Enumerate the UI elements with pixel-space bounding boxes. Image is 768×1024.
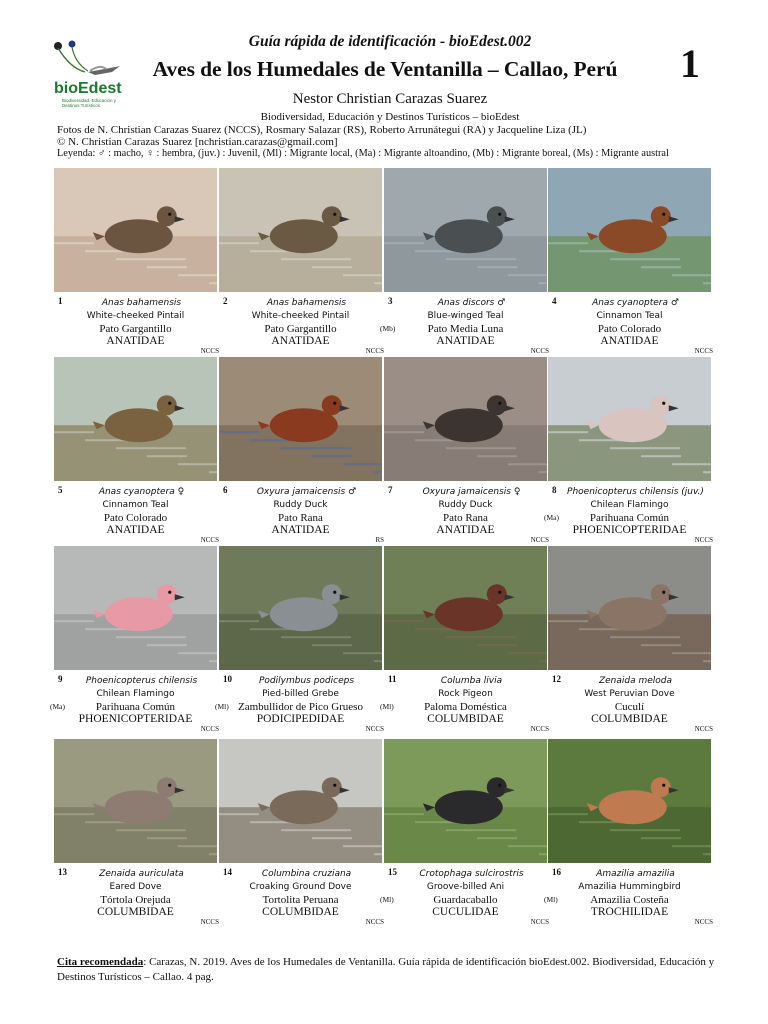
spanish-name: Zambullidor de Pico Grueso (238, 701, 363, 713)
scientific-name: Crotophaga sulcirostris (419, 869, 524, 879)
species-number: 3 (388, 296, 393, 306)
bird-photo (219, 357, 382, 481)
scientific-name: Amazilia amazilia (596, 869, 675, 879)
family-name: COLUMBIDAE (97, 906, 174, 918)
species-number: 6 (223, 485, 228, 495)
species-card (544, 357, 713, 545)
species-number: 8 (552, 485, 557, 495)
scientific-name: Phoenicopterus chilensis (juv.) (567, 487, 704, 497)
species-card (219, 739, 382, 927)
scientific-name: Zenaida meloda (598, 676, 673, 686)
bird-photo (384, 546, 547, 670)
photo-credit: NCCS (694, 536, 713, 544)
family-name: COLUMBIDAE (591, 713, 668, 725)
photo-credits: Fotos de N. Christian Carazas Suarez (NCCS), Rosmary Salazar (RS), Roberto Arrunátegui (RA) y Jacqueline Liza (JL) (57, 124, 587, 136)
photo-credit: NCCS (200, 536, 219, 544)
species-number: 7 (388, 485, 393, 495)
species-number: 11 (388, 674, 397, 684)
bird-photo (548, 168, 711, 292)
species-number: 13 (58, 867, 67, 877)
author: Nestor Christian Carazas Suarez (292, 91, 488, 107)
bird-photo (219, 739, 382, 863)
citation (57, 955, 717, 985)
scientific-name: Phoenicopterus chilensis (85, 676, 198, 686)
spanish-name: Pato Media Luna (427, 323, 504, 335)
english-name: Croaking Ground Dove (249, 882, 352, 892)
spanish-name: Cuculí (614, 701, 645, 713)
spanish-name: Tórtola Orejuda (100, 894, 171, 906)
photo-credit: NCCS (694, 347, 713, 355)
spanish-name: Amazilia Costeña (590, 894, 669, 906)
legend: Leyenda: ♂ : macho, ♀ : hembra, (juv.) : Juvenil, (Ml) : Migrante local, (Ma) : Migrante altoandino, (Mb) : Migrante boreal, (Ms) : Migrante austral (57, 148, 669, 159)
species-card (219, 357, 382, 545)
logo-name: bioEdest (54, 80, 122, 97)
scientific-name: Columba livia (440, 676, 503, 686)
photo-credit: NCCS (365, 918, 384, 926)
species-card (380, 168, 549, 356)
english-name: Cinnamon Teal (596, 311, 663, 321)
species-number: 10 (223, 674, 232, 684)
copyright: © N. Christian Carazas Suarez [nchristian.carazas@gmail.com] (57, 136, 338, 148)
spanish-name: Pato Rana (443, 512, 488, 524)
family-name: ANATIDAE (436, 335, 495, 347)
species-card (219, 168, 382, 356)
migratory-status: (Mb) (380, 324, 396, 333)
english-name: West Peruvian Dove (584, 689, 675, 699)
family-name: CUCULIDAE (432, 906, 499, 918)
migratory-status: (Ml) (380, 702, 394, 711)
bird-photo (548, 739, 711, 863)
species-number: 16 (552, 867, 561, 877)
species-card (50, 546, 219, 734)
species-number: 2 (223, 296, 228, 306)
migratory-status: (Ml) (380, 895, 394, 904)
english-name: Eared Dove (109, 882, 162, 892)
photo-credit: NCCS (365, 347, 384, 355)
species-card (54, 739, 217, 927)
migratory-status: (Ma) (544, 513, 559, 522)
species-card (54, 357, 217, 545)
bird-photo (384, 739, 547, 863)
family-name: ANATIDAE (600, 335, 659, 347)
page-title: Aves de los Humedales de Ventanilla – Callao, Perú (152, 57, 618, 81)
spanish-name: Paloma Doméstica (424, 701, 507, 713)
scientific-name: Podilymbus podiceps (258, 676, 355, 686)
logo-tagline: Biodiversidad, Educación y Destinos Turísticos (62, 98, 117, 108)
scientific-name: Anas bahamensis (266, 298, 347, 308)
family-name: ANATIDAE (436, 524, 495, 536)
citation-text: : Carazas, N. 2019. Aves de los Humedales de Ventanilla. Guía rápida de identificación bioEdest.002. Biodiversidad, Educación y Destinos Turísticos – Callao. 4 pag. (57, 956, 715, 983)
english-name: Ruddy Duck (438, 500, 493, 510)
spanish-name: Tortolita Peruana (262, 894, 339, 906)
species-card (548, 168, 711, 356)
species-number: 14 (223, 867, 232, 877)
spanish-name: Pato Gargantillo (264, 323, 337, 335)
english-name: Pied-billed Grebe (262, 689, 339, 699)
species-number: 15 (388, 867, 397, 877)
bird-photo (384, 357, 547, 481)
photo-credit: NCCS (530, 918, 549, 926)
spanish-name: Pato Rana (278, 512, 323, 524)
english-name: Ruddy Duck (273, 500, 328, 510)
family-name: TROCHILIDAE (590, 906, 669, 918)
bird-photo (219, 546, 382, 670)
bird-photo (384, 168, 547, 292)
scientific-name: Oxyura jamaicensis ♀ (422, 487, 521, 497)
spanish-name: Parihuana Común (589, 512, 670, 524)
migratory-status: (Ml) (215, 702, 229, 711)
spanish-name: Pato Gargantillo (99, 323, 172, 335)
english-name: White-cheeked Pintail (86, 311, 185, 321)
species-number: 5 (58, 485, 63, 495)
english-name: White-cheeked Pintail (251, 311, 350, 321)
photo-credit: NCCS (200, 725, 219, 733)
family-name: PODICIPEDIDAE (256, 713, 345, 725)
scientific-name: Anas bahamensis (101, 298, 182, 308)
family-name: ANATIDAE (106, 335, 165, 347)
species-card (544, 739, 713, 927)
family-name: ANATIDAE (271, 335, 330, 347)
bird-photo (54, 739, 217, 863)
scientific-name: Anas cyanoptera ♂ (592, 298, 679, 308)
citation-label: Cita recomendada (57, 956, 144, 968)
bird-photo (548, 357, 711, 481)
photo-credit: NCCS (694, 725, 713, 733)
species-card (380, 546, 549, 734)
scientific-name: Zenaida auriculata (99, 869, 184, 879)
spanish-name: Pato Colorado (597, 323, 662, 335)
english-name: Chilean Flamingo (96, 689, 175, 699)
family-name: ANATIDAE (271, 524, 330, 536)
photo-credit: RS (375, 536, 384, 544)
species-card (215, 546, 384, 734)
scientific-name: Anas cyanoptera ♀ (98, 487, 185, 497)
photo-credit: NCCS (530, 347, 549, 355)
photo-credit: NCCS (530, 725, 549, 733)
organization: Biodiversidad, Educación y Destinos Turísticos – bioEdest (260, 111, 520, 123)
photo-credit: NCCS (200, 918, 219, 926)
photo-credit: NCCS (200, 347, 219, 355)
species-card (548, 546, 711, 734)
page-number: 1 (680, 41, 700, 86)
family-name: PHOENICOPTERIDAE (78, 713, 193, 725)
scientific-name: Oxyura jamaicensis ♂ (256, 487, 357, 497)
english-name: Rock Pigeon (438, 689, 493, 699)
migratory-status: (Ma) (50, 702, 65, 711)
spanish-name: Pato Colorado (103, 512, 168, 524)
species-number: 4 (552, 296, 557, 306)
spanish-name: Guardacaballo (433, 894, 498, 906)
bird-photo (54, 546, 217, 670)
family-name: PHOENICOPTERIDAE (572, 524, 687, 536)
english-name: Cinnamon Teal (102, 500, 169, 510)
photo-credit: NCCS (365, 725, 384, 733)
species-number: 12 (552, 674, 561, 684)
scientific-name: Anas discors ♂ (437, 298, 506, 308)
migratory-status: (Ml) (544, 895, 558, 904)
english-name: Groove-billed Ani (426, 882, 505, 892)
species-number: 9 (58, 674, 63, 684)
photo-credit: NCCS (530, 536, 549, 544)
english-name: Blue-winged Teal (427, 311, 504, 321)
bird-photo (219, 168, 382, 292)
species-number: 1 (58, 296, 63, 306)
species-card (384, 357, 547, 545)
spanish-name: Parihuana Común (95, 701, 176, 713)
english-name: Chilean Flamingo (590, 500, 669, 510)
photo-credit: NCCS (694, 918, 713, 926)
family-name: ANATIDAE (106, 524, 165, 536)
guide-subtitle: Guía rápida de identificación - bioEdest.002 (248, 33, 532, 50)
bird-photo (54, 168, 217, 292)
family-name: COLUMBIDAE (262, 906, 339, 918)
bird-photo (548, 546, 711, 670)
english-name: Amazilia Hummingbird (578, 882, 681, 892)
family-name: COLUMBIDAE (427, 713, 504, 725)
species-card (380, 739, 549, 927)
species-card (54, 168, 217, 356)
bird-photo (54, 357, 217, 481)
scientific-name: Columbina cruziana (261, 869, 352, 879)
